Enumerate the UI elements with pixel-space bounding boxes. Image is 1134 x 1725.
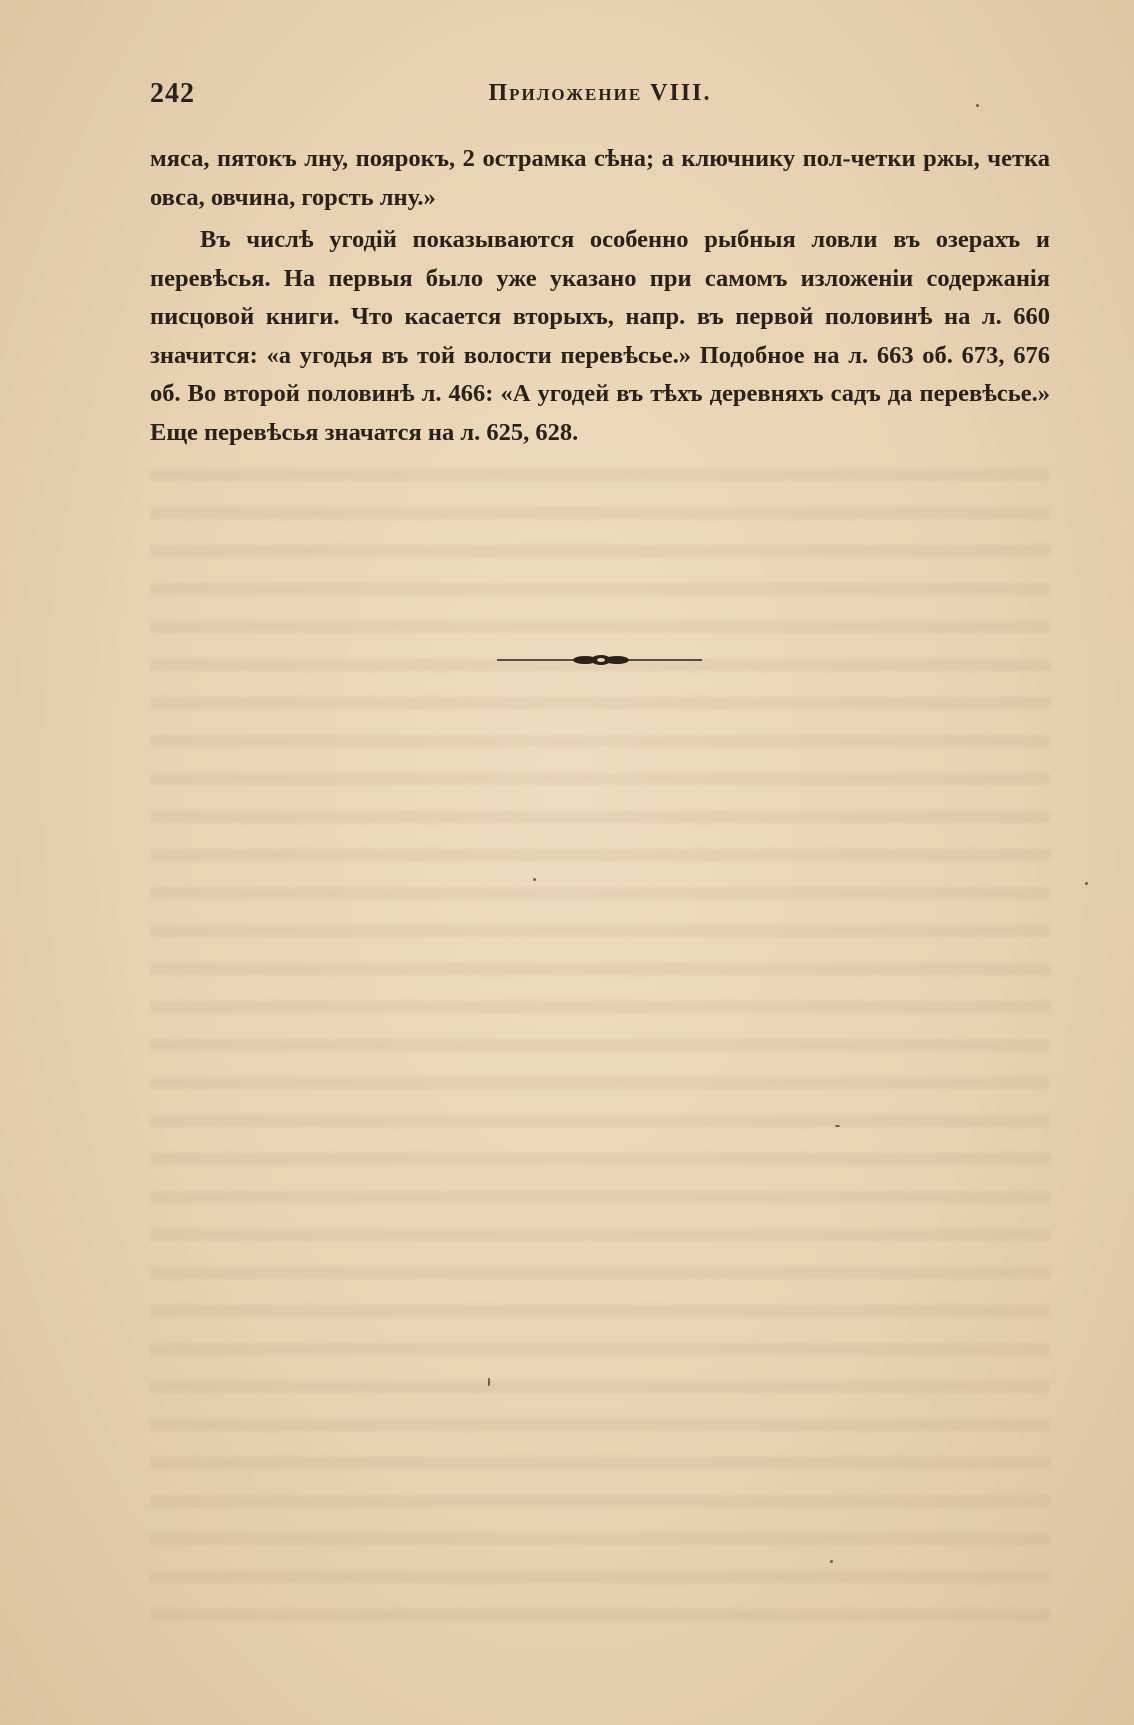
paragraph-continuation: мяса, пятокъ лну, поярокъ, 2 острамка сѣна; а ключнику пол-четки ржы, четка овса, овчина, горсть лну.» — [150, 145, 1050, 211]
body-text — [150, 140, 1050, 452]
page-header — [150, 78, 1050, 118]
section-divider-ornament — [497, 650, 702, 670]
paragraph-fishing-grounds: Въ числѣ угодій показываются особенно рыбныя ловли въ озерахъ и перевѣсья. На первыя было уже указано при самомъ изложеніи содержанія писцовой книги. Что касается вторыхъ, напр. въ первой половинѣ на л. 660 значится: «а угодья въ той волости перевѣсье.» Подобное на л. 663 об. 673, 676 об. Во второй половинѣ л. 466: «А угодей въ тѣхъ деревняхъ садъ да перевѣсье.» Еще перевѣсья значатся на л. 625, 628. — [150, 226, 1050, 446]
paper-speck — [976, 104, 979, 107]
paper-speck — [1085, 882, 1088, 885]
running-title: Приложение VIII. — [488, 80, 712, 106]
paper-speck — [835, 1125, 840, 1127]
paper-speck — [533, 878, 536, 881]
paper-speck — [488, 1378, 490, 1386]
page-number: 242 — [150, 78, 195, 109]
bleed-through-text — [150, 455, 1050, 1625]
paper-speck — [830, 1560, 833, 1563]
